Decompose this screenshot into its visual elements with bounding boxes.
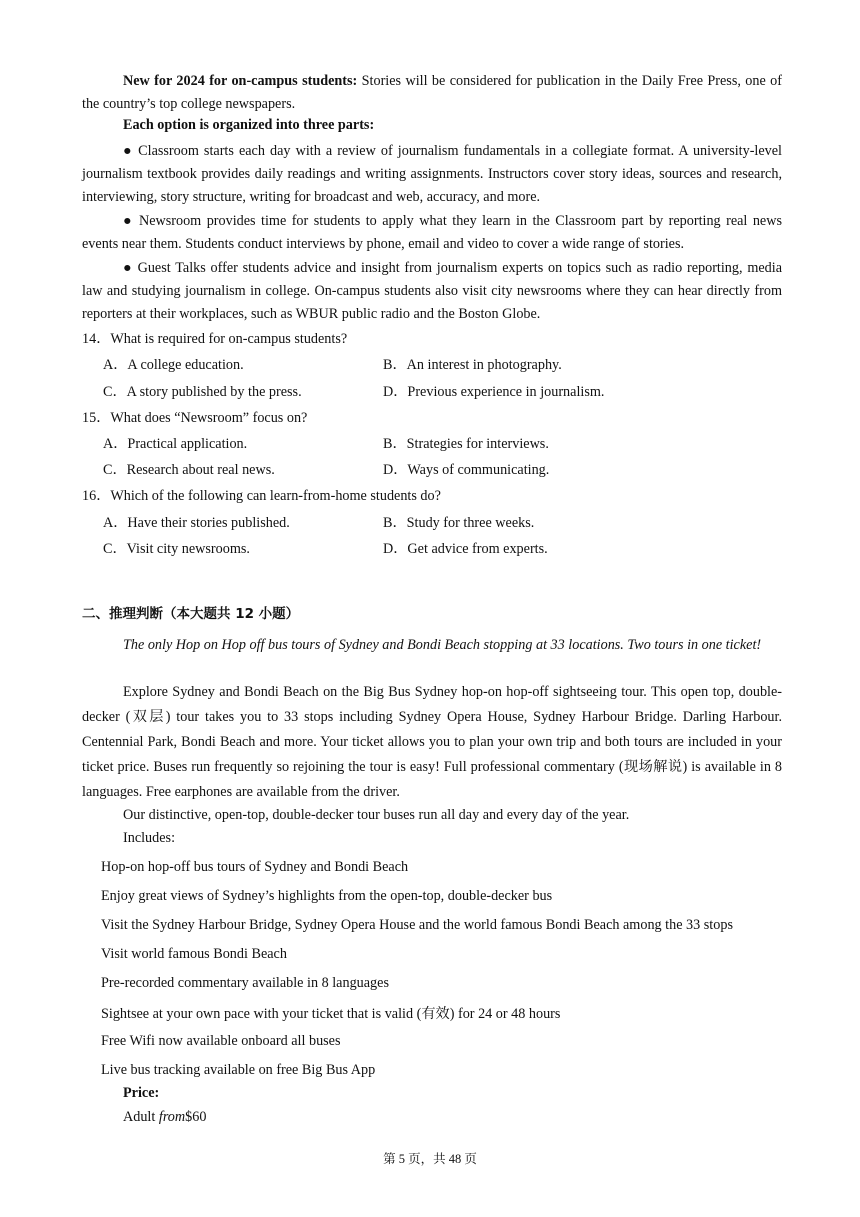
section-heading: 二、推理判断（本大题共 12 小题） [82, 606, 300, 622]
passage-paragraph [82, 70, 782, 116]
option-a: A．A college education. [103, 357, 244, 373]
option-a: A．Have their stories published. [103, 515, 290, 531]
option-c: C．Research about real news. [103, 462, 275, 478]
includes-label: Includes: [123, 830, 176, 846]
question-stem: 15．What does “Newsroom” focus on? [82, 410, 308, 426]
option-b: B．Study for three weeks. [383, 515, 535, 531]
includes-item: Live bus tracking available on free Big Bus App [101, 1062, 376, 1078]
bullet-guest-talks: ● Guest Talks offer students advice and insight from journalism experts on topics such as radio reporting, media law and studying journalism in college. On-campus students also visit city newsrooms where they can hear directly from reporters at their workplaces, such as WBUR public radio and the Boston Globe. [82, 260, 782, 322]
bold-lead: New for 2024 for on-campus students: [123, 73, 358, 89]
option-b: B．An interest in photography. [383, 357, 562, 373]
includes-item: Visit world famous Bondi Beach [101, 946, 287, 962]
tour-description: Explore Sydney and Bondi Beach on the Big Bus Sydney hop-on hop-off sightseeing tour. This open top, double-decker (双层) tour takes you to 33 stops including Sydney Opera House, Sydney Harbour Bridge. Darling Harbour. Centennial Park, Bondi Beach and more. Your ticket allows you to plan your own trip and both tours are included in your ticket price. Buses run frequently so rejoining the tour is easy! Full professional commentary (现场解说) is available in 8 languages. Free earphones are available from the driver. [82, 684, 782, 800]
bullet-classroom: ● Classroom starts each day with a review of journalism fundamentals in a collegiate format. A university-level journalism textbook provides daily readings and writing assignments. Instructors cover story ideas, sources and research, interviewing, story structure, writing for broadcast and web, accuracy, and more. [82, 143, 782, 205]
price-value: $60 [185, 1109, 207, 1125]
includes-item: Enjoy great views of Sydney’s highlights from the open-top, double-decker bus [101, 888, 553, 904]
option-d: D．Previous experience in journalism. [383, 384, 605, 400]
includes-item: Sightsee at your own pace with your ticket that is valid (有效) for 24 or 48 hours [101, 1006, 561, 1022]
option-d: D．Ways of communicating. [383, 462, 550, 478]
price-label: Price: [123, 1085, 160, 1101]
option-a: A．Practical application. [103, 436, 248, 452]
adult-price [123, 1109, 206, 1126]
question-stem: 16．Which of the following can learn-from-home students do? [82, 488, 441, 504]
adult-label: Adult [123, 1109, 159, 1125]
includes-item: Visit the Sydney Harbour Bridge, Sydney Opera House and the world famous Bondi Beach among the 33 stops [101, 917, 733, 933]
parts-heading: Each option is organized into three parts: [123, 117, 375, 133]
includes-item: Free Wifi now available onboard all buses [101, 1033, 341, 1049]
question-stem: 14．What is required for on-campus students? [82, 331, 348, 347]
paragraph-text: Stories will be considered for publication in the Daily Free Press, one of the country’s top college newspapers. [82, 73, 782, 112]
tour-intro: The only Hop on Hop off bus tours of Sydney and Bondi Beach stopping at 33 locations. Two tours in one ticket! [123, 637, 762, 653]
option-c: C．Visit city newsrooms. [103, 541, 250, 557]
page-footer: 第 5 页，共 48 页 [383, 1152, 477, 1166]
option-b: B．Strategies for interviews. [383, 436, 549, 452]
option-d: D．Get advice from experts. [383, 541, 548, 557]
tour-schedule: Our distinctive, open-top, double-decker tour buses run all day and every day of the year. [123, 807, 630, 823]
includes-item: Pre-recorded commentary available in 8 languages [101, 975, 389, 991]
from-word: from [158, 1109, 186, 1125]
includes-item: Hop-on hop-off bus tours of Sydney and Bondi Beach [101, 859, 409, 875]
bullet-newsroom: ● Newsroom provides time for students to apply what they learn in the Classroom part by reporting real news events near them. Students conduct interviews by phone, email and video to cover a wide range of stories. [82, 213, 782, 252]
option-c: C．A story published by the press. [103, 384, 302, 400]
